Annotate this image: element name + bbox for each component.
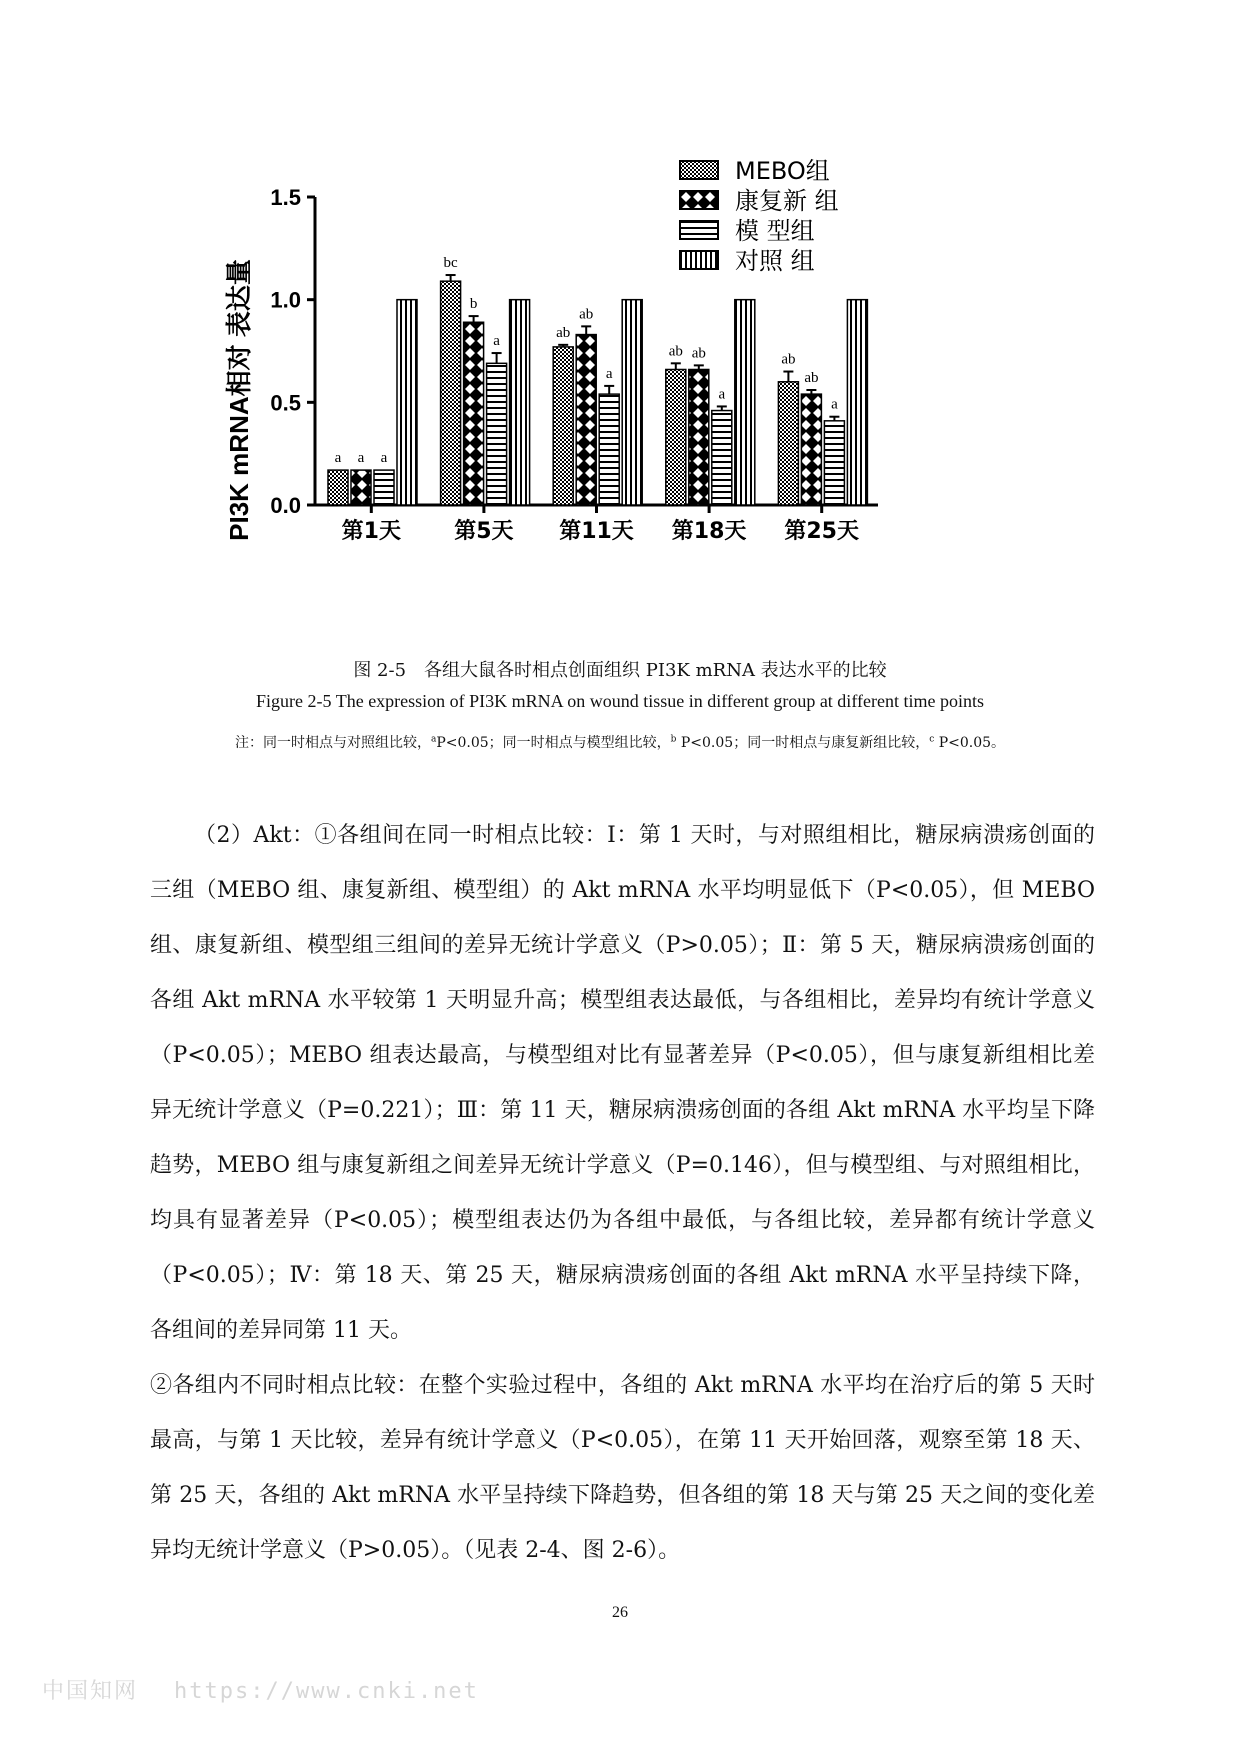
legend-entry: 康复新 组 xyxy=(735,187,839,215)
x-tick-label: 第1天 xyxy=(341,519,401,544)
bar xyxy=(328,470,348,505)
significance-label: ab xyxy=(781,351,796,368)
significance-label: b xyxy=(469,296,478,313)
significance-label: ab xyxy=(668,343,683,360)
chart-plot-area xyxy=(270,157,878,544)
significance-label: ab xyxy=(556,324,571,341)
legend-swatch xyxy=(680,161,718,179)
significance-label: a xyxy=(380,450,388,467)
x-tick-label: 第5天 xyxy=(454,519,514,544)
legend-entry: 模 型组 xyxy=(735,217,815,245)
bar xyxy=(824,421,844,505)
body-paragraph-2: ②各组内不同时相点比较：在整个实验过程中，各组的 Akt mRNA 水平均在治疗后的第 5 天时最高，与第 1 天比较，差异有统计学意义（P<0.05），在第 11 天开始回落，观察至第 18 天、第 25 天，各组的 Akt mRNA 水平呈持续下降趋势，但各组的第 18 天与第 25 天之间的变化差异均无统计学意义（P>0.05）。（见表 2-4、图 2-6）。 xyxy=(150,1373,1095,1563)
significance-label: a xyxy=(493,333,500,350)
bar xyxy=(735,300,755,505)
bar xyxy=(778,382,798,505)
y-tick-label: 1.0 xyxy=(270,287,301,313)
y-tick-label: 0.5 xyxy=(270,390,301,416)
significance-label: ab xyxy=(691,345,706,362)
significance-label: ab xyxy=(579,306,594,323)
x-tick-label: 第25天 xyxy=(784,519,860,544)
significance-label: a xyxy=(718,386,726,403)
bar xyxy=(622,300,642,505)
significance-label: ab xyxy=(804,370,819,387)
bar xyxy=(689,369,709,505)
legend-swatch xyxy=(680,221,718,239)
legend-swatch xyxy=(680,191,718,209)
bar xyxy=(351,470,371,505)
bar xyxy=(553,347,573,505)
significance-label: a xyxy=(605,365,613,382)
x-tick-label: 第11天 xyxy=(559,519,634,544)
legend-entry: 对照 组 xyxy=(735,247,815,275)
bar xyxy=(510,300,530,505)
bar xyxy=(576,335,596,505)
legend-swatch xyxy=(680,251,718,269)
bar xyxy=(374,470,394,505)
figure-caption-en: Figure 2-5 The expression of PI3K mRNA on wound tissue in different group at different time points xyxy=(256,691,984,711)
body-text xyxy=(150,808,1095,1578)
bar xyxy=(801,394,821,505)
bar xyxy=(487,363,507,505)
note-text-pb: P<0.05；同一时相点与康复新组比较， xyxy=(676,735,930,751)
figure-caption-cn: 图 2-5 各组大鼠各时相点创面组织 PI3K mRNA 表达水平的比较 xyxy=(353,660,887,681)
bar xyxy=(599,394,619,505)
y-tick-label: 0.0 xyxy=(270,493,301,518)
significance-label: bc xyxy=(443,255,458,272)
x-tick-label: 第18天 xyxy=(671,519,747,544)
watermark-cn: 中国知网 xyxy=(42,1679,139,1704)
y-axis-label: PI3K mRNA相对 表达量 xyxy=(224,259,254,541)
body-paragraph-1: （2）Akt：①各组间在同一时相点比较：Ⅰ：第 1 天时，与对照组相比，糖尿病溃疡创面的三组（MEBO 组、康复新组、模型组）的 Akt mRNA 水平均明显低下（P<0.05），但 MEBO 组、康复新组、模型组三组间的差异无统计学意义（P>0.05）；Ⅱ：第 5 天，糖尿病溃疡创面的各组 Akt mRNA 水平较第 1 天明显升高；模型组表达最低，与各组相比，差异均有统计学意义（P<0.05）；MEBO 组表达最高，与模型组对比有显著差异（P<0.05），但与康复新组相比差异无统计学意义（P=0.221）；Ⅲ：第 11 天，糖尿病溃疡创面的各组 Akt mRNA 水平均呈下降趋势，MEBO 组与康复新组之间差异无统计学意义（P=0.146），但与模型组、与对照组相比，均具有显著差异（P<0.05）；模型组表达仍为各组中最低，与各组比较，差异都有统计学意义（P<0.05）；Ⅳ：第 18 天、第 25 天，糖尿病溃疡创面的各组 Akt mRNA 水平呈持续下降，各组间的差异同第 11 天。 xyxy=(150,823,1095,1343)
note-sup-a: a xyxy=(430,734,437,745)
cnki-watermark xyxy=(42,1674,479,1705)
note-text-a: 注：同一时相点与对照组比较， xyxy=(234,735,431,751)
bar xyxy=(847,300,867,505)
bar xyxy=(712,411,732,505)
note-text-pc: P<0.05。 xyxy=(934,735,1006,751)
bar xyxy=(441,281,461,505)
figure-note xyxy=(0,732,1240,752)
y-tick-label: 1.5 xyxy=(270,185,301,210)
bar xyxy=(397,300,417,505)
significance-label: a xyxy=(831,396,838,413)
note-sup-b: b xyxy=(670,734,677,745)
bar xyxy=(464,322,484,505)
watermark-url: https://www.cnki.net xyxy=(174,1679,479,1704)
note-sup-c: c xyxy=(929,734,935,745)
significance-label: a xyxy=(334,450,342,467)
note-text-pa: P<0.05；同一时相点与模型组比较， xyxy=(436,735,671,751)
page-number: 26 xyxy=(612,1604,628,1621)
significance-label: a xyxy=(357,450,365,467)
bar xyxy=(666,369,686,505)
pi3k-bar-chart xyxy=(200,155,1020,625)
legend-entry: MEBO组 xyxy=(735,157,830,185)
